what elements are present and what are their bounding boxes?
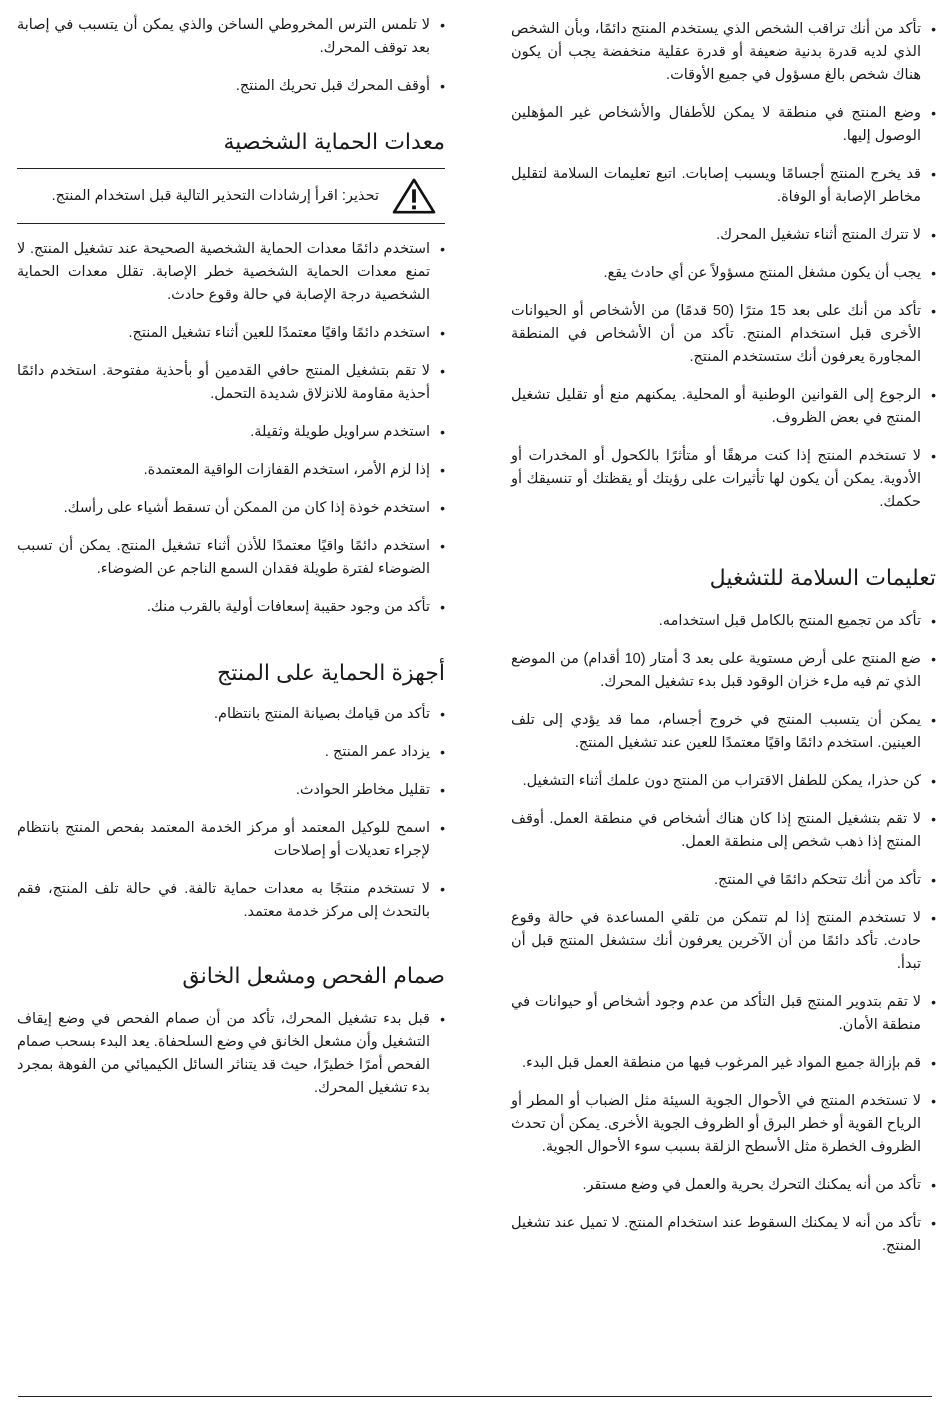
- warning-triangle-icon: [391, 177, 437, 215]
- engine-list: [17, 14, 445, 98]
- list-item: • استخدم سراويل طويلة وثقيلة.: [17, 421, 445, 444]
- ppe-list: [17, 238, 445, 619]
- list-item: • تأكد من تجميع المنتج بالكامل قبل استخدامه.: [511, 610, 936, 633]
- operation-safety-list: [511, 610, 936, 1258]
- list-item: • استخدم دائمًا واقيًا معتمدًا للعين أثناء تشغيل المنتج.: [17, 322, 445, 345]
- list-item: • ضع المنتج على أرض مستوية على بعد 3 أمتار (10 أقدام) من الموضع الذي تم فيه ملء خزان الوقود قبل بدء تشغيل المحرك.: [511, 648, 936, 694]
- list-item: • اسمح للوكيل المعتمد أو مركز الخدمة المعتمد بفحص المنتج بانتظام لإجراء تعديلات أو إصلاحات: [17, 817, 445, 863]
- list-item: • لا تقم بتشغيل المنتج حافي القدمين أو بأحذية مفتوحة. استخدم دائمًا أحذية مقاومة للانزلاق شديدة التحمل.: [17, 360, 445, 406]
- list-item: • يزداد عمر المنتج .: [17, 741, 445, 764]
- list-item: • تأكد من وجود حقيبة إسعافات أولية بالقرب منك.: [17, 596, 445, 619]
- list-item: • إذا لزم الأمر، استخدم القفازات الواقية المعتمدة.: [17, 459, 445, 482]
- list-item: • استخدم خوذة إذا كان من الممكن أن تسقط أشياء على رأسك.: [17, 497, 445, 520]
- list-item: • أوقف المحرك قبل تحريك المنتج.: [17, 75, 445, 98]
- list-item: • لا تترك المنتج أثناء تشغيل المحرك.: [511, 224, 936, 247]
- general-safety-list: [511, 18, 936, 514]
- list-item: • لا تستخدم المنتج إذا لم تتمكن من تلقي المساعدة في حالة وقوع حادث. تأكد دائمًا من أن الآخرين يعرفون أنك ستشغل المنتج قبل أن تبدأ.: [511, 907, 936, 976]
- protection-list: [17, 703, 445, 924]
- list-item: • قبل بدء تشغيل المحرك، تأكد من أن صمام الفحص في وضع إيقاف التشغيل وأن مشعل الخانق في وضع السلحفاة. يعد البدء بسحب صمام الفحص أمرًا خطيرًا، حيث قد يتناثر السائل الكيميائي من الفوهة بمجرد بدء تشغيل المحرك.: [17, 1008, 445, 1100]
- list-item: • قم بإزالة جميع المواد غير المرغوب فيها من منطقة العمل قبل البدء.: [511, 1052, 936, 1075]
- section-title-valve: صمام الفحص ومشعل الخانق: [182, 963, 445, 988]
- list-item: • لا تلمس الترس المخروطي الساخن والذي يمكن أن يتسبب في إصابة بعد توقف المحرك.: [17, 14, 445, 60]
- list-item: • لا تستخدم المنتج إذا كنت مرهقًا أو متأثرًا بالكحول أو المخدرات أو الأدوية. يمكن أن يكون لها تأثيرات على رؤيتك أو يقظتك أو تنسيقك أو حكمك.: [511, 445, 936, 514]
- left-column: [17, 14, 445, 1115]
- warning-text: تحذير: اقرأ إرشادات التحذير التالية قبل استخدام المنتج.: [51, 188, 379, 204]
- list-item: • يمكن أن يتسبب المنتج في خروج أجسام، مما قد يؤدي إلى تلف العينين. استخدم دائمًا واقيًا معتمدًا للعين عند تشغيل المنتج.: [511, 709, 936, 755]
- list-item: • وضع المنتج في منطقة لا يمكن للأطفال والأشخاص غير المؤهلين الوصول إليها.: [511, 102, 936, 148]
- warning-box: [17, 168, 445, 224]
- right-column: [511, 14, 936, 1273]
- list-item: • لا تستخدم المنتج في الأحوال الجوية السيئة مثل الضباب أو المطر أو الرياح القوية أو خطر البرق أو الظروف الجوية الأخرى. يمكن أن تحدث الظروف الخطرة مثل الأسطح الزلقة بسبب سوء الأحوال الجوية.: [511, 1090, 936, 1159]
- list-item: • استخدم دائمًا واقيًا معتمدًا للأذن أثناء تشغيل المنتج. يمكن أن تسبب الضوضاء لفترة طويلة فقدان السمع الناجم عن الضوضاء.: [17, 535, 445, 581]
- page-bottom-rule: [18, 1396, 932, 1397]
- list-item: • تأكد من أنك تتحكم دائمًا في المنتج.: [511, 869, 936, 892]
- list-item: • تقليل مخاطر الحوادث.: [17, 779, 445, 802]
- list-item: • تأكد من أنك تراقب الشخص الذي يستخدم المنتج دائمًا، وبأن الشخص الذي لديه قدرة بدنية ضعيفة أو قدرة عقلية منخفضة يجب أن يكون هناك شخص بالغ مسؤول في جميع الأوقات.: [511, 18, 936, 87]
- list-item: • قد يخرج المنتج أجسامًا ويسبب إصابات. اتبع تعليمات السلامة لتقليل مخاطر الإصابة أو الوفاة.: [511, 163, 936, 209]
- list-item: • لا تقم بتشغيل المنتج إذا كان هناك أشخاص في منطقة العمل. أوقف المنتج إذا ذهب شخص إلى منطقة العمل.: [511, 808, 936, 854]
- section-title-protection: أجهزة الحماية على المنتج: [217, 660, 445, 685]
- list-item: • استخدم دائمًا معدات الحماية الشخصية الصحيحة عند تشغيل المنتج. لا تمنع معدات الحماية الشخصية خطر الإصابة. تقلل معدات الحماية الشخصية درجة الإصابة في حالة وقوع حادث.: [17, 238, 445, 307]
- list-item: • تأكد من أنه لا يمكنك السقوط عند استخدام المنتج. لا تميل عند تشغيل المنتج.: [511, 1212, 936, 1258]
- list-item: • تأكد من أنه يمكنك التحرك بحرية والعمل في وضع مستقر.: [511, 1174, 936, 1197]
- list-item: • يجب أن يكون مشغل المنتج مسؤولاً عن أي حادث يقع.: [511, 262, 936, 285]
- list-item: • تأكد من أنك على بعد 15 مترًا (50 قدمًا) من الأشخاص أو الحيوانات الأخرى قبل استخدام المنتج. تأكد من أن الأشخاص في المنطقة المجاورة يعرفون أنك ستستخدم المنتج.: [511, 300, 936, 369]
- list-item: • لا تستخدم منتجًا به معدات حماية تالفة. في حالة تلف المنتج، فقم بالتحدث إلى مركز خدمة معتمد.: [17, 878, 445, 924]
- list-item: • كن حذرا، يمكن للطفل الاقتراب من المنتج دون علمك أثناء التشغيل.: [511, 770, 936, 793]
- section-title-operation: تعليمات السلامة للتشغيل: [709, 565, 936, 590]
- section-title-ppe: معدات الحماية الشخصية: [223, 129, 445, 154]
- list-item: • الرجوع إلى القوانين الوطنية أو المحلية. يمكنهم منع أو تقليل تشغيل المنتج في بعض الظروف.: [511, 384, 936, 430]
- list-item: • لا تقم بتدوير المنتج قبل التأكد من عدم وجود أشخاص أو حيوانات في منطقة الأمان.: [511, 991, 936, 1037]
- valve-list: [17, 1008, 445, 1100]
- list-item: • تأكد من قيامك بصيانة المنتج بانتظام.: [17, 703, 445, 726]
